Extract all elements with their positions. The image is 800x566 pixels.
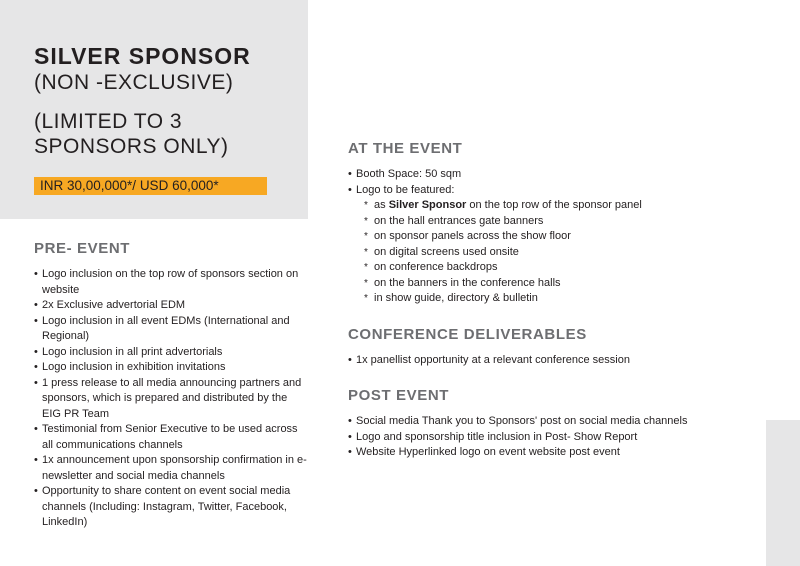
pre-event-list [34, 267, 309, 531]
page-title: SILVER SPONSOR [34, 43, 251, 69]
list-item: * on sponsor panels across the show floor [360, 229, 728, 245]
conference-list [348, 353, 728, 369]
list-item [348, 183, 728, 307]
logo-placement-list [356, 198, 728, 307]
price-badge: INR 30,00,000*/ USD 60,000* [34, 177, 267, 195]
list-item: * on the hall entrances gate banners [360, 214, 728, 230]
list-item: • Logo and sponsorship title inclusion in Post- Show Report [348, 430, 718, 446]
placement-suffix: on the top row of the sponsor panel [466, 199, 642, 211]
list-item: • Opportunity to share content on event social media channels (Including: Instagram, Twitter, Facebook, LinkedIn) [34, 484, 309, 531]
pre-event-heading: PRE- EVENT [34, 240, 131, 257]
list-item: * on the banners in the conference halls [360, 276, 728, 292]
limit-line-2: SPONSORS ONLY) [34, 135, 229, 158]
list-item: • Logo inclusion in exhibition invitations [34, 360, 309, 376]
conference-heading: CONFERENCE DELIVERABLES [348, 326, 587, 343]
list-item-label: Logo to be featured: [356, 183, 455, 196]
list-item: • 1x panellist opportunity at a relevant conference session [348, 353, 728, 369]
list-item: * on digital screens used onsite [360, 245, 728, 261]
limit-line-1: (LIMITED TO 3 [34, 110, 183, 133]
list-item: * on conference backdrops [360, 260, 728, 276]
list-item: • Logo inclusion in all print advertorials [34, 345, 309, 361]
at-event-list [348, 167, 728, 307]
list-item: • 2x Exclusive advertorial EDM [34, 298, 309, 314]
post-event-list [348, 414, 718, 461]
placement-prefix: as [374, 199, 389, 211]
at-event-heading: AT THE EVENT [348, 140, 463, 157]
list-item: • Social media Thank you to Sponsors' post on social media channels [348, 414, 718, 430]
placement-bold: Silver Sponsor [388, 199, 467, 211]
list-item: • 1x announcement upon sponsorship confirmation in e-newsletter and social media channels [34, 453, 309, 484]
list-item: • Testimonial from Senior Executive to be used across all communications channels [34, 422, 309, 453]
list-item: • 1 press release to all media announcing partners and sponsors, which is prepared and distributed by the EIG PR Team [34, 376, 309, 423]
list-item: • Logo inclusion in all event EDMs (International and Regional) [34, 314, 309, 345]
post-event-heading: POST EVENT [348, 387, 450, 404]
list-item: * in show guide, directory & bulletin [360, 291, 728, 307]
list-item [360, 198, 728, 214]
list-item: • Logo inclusion on the top row of sponsors section on website [34, 267, 309, 298]
list-item: • Website Hyperlinked logo on event website post event [348, 445, 718, 461]
side-tab [766, 420, 800, 566]
page-subtitle: (NON -EXCLUSIVE) [34, 71, 234, 94]
list-item: • Booth Space: 50 sqm [348, 167, 728, 183]
